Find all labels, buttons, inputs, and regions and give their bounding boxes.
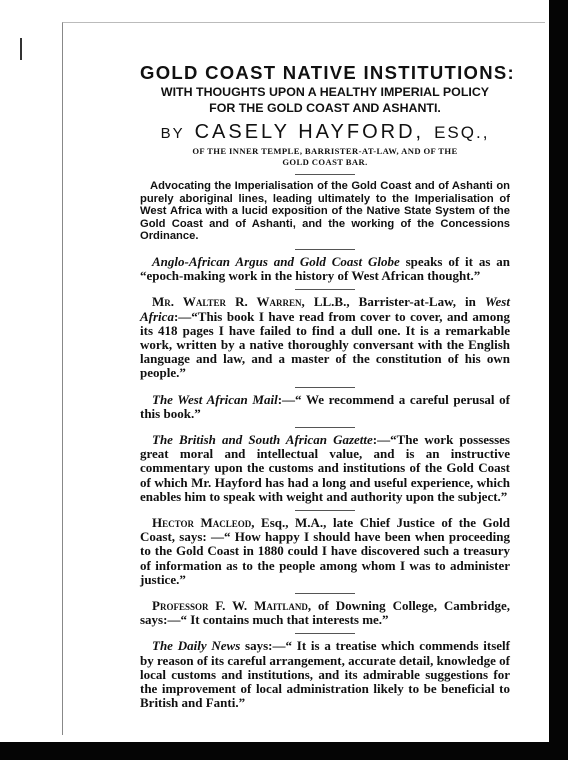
review-paragraph [140, 599, 510, 627]
divider [295, 387, 355, 388]
margin-mark [20, 38, 22, 60]
divider [295, 249, 355, 250]
review-source: The British and South African Gazette [152, 432, 373, 447]
advocacy-text: Advocating the Imperialisation of the Gold Coast and of Ashanti on purely aboriginal lines, leading ultimately to the Imperialisation of West Africa with a lucid exposition of the Native State System of the Gold Coast and of Ashanti, and the working of the Concessions Ordinance. [140, 180, 510, 243]
subtitle-line-2: FOR THE GOLD COAST AND ASHANTI. [209, 101, 441, 115]
review-source: Professor F. W. Maitland, [152, 598, 312, 614]
review-source-publication: West Africa [140, 294, 510, 324]
document-page [140, 62, 516, 711]
review-text: Esq., M.A., late Chief Justice of the Gold Coast, says: —“ How happy I should have been when proceeding to the Gold Coast in 1880 could I have discovered such a treasury of information as to the people among whom I was to administer justice.” [140, 515, 511, 587]
divider [295, 427, 355, 428]
review-paragraph [140, 393, 510, 421]
divider [295, 510, 355, 511]
divider [295, 174, 355, 175]
author-name: CASELY HAYFORD, [194, 121, 425, 143]
scan-edge-right [549, 0, 568, 742]
divider [295, 593, 355, 594]
author-suffix: ESQ., [434, 123, 490, 142]
review-text: says:—“ It is a treatise which commends itself by reason of its careful arrangement, accurate detail, knowledge of local customs and institutions, and its admirable suggestions for the improvement of local administration likely to be beneficial to British and Fanti.” [140, 638, 510, 711]
review-paragraph [140, 255, 510, 283]
review-source: The West African Mail [152, 391, 278, 407]
advocacy-paragraph [140, 180, 510, 243]
author-byline [140, 120, 510, 146]
subtitle-line-1: WITH THOUGHTS UPON A HEALTHY IMPERIAL POLICY [160, 85, 490, 99]
review-paragraph [140, 516, 510, 587]
divider [295, 289, 355, 290]
review-text-continued: :—“This book I have read from cover to cover, and among its 418 pages I have failed to find a dull one. It is a remarkable work, written by a native thoroughly conversant with the English language and law, and a master of the constitution of his own people.” [140, 308, 510, 381]
review-paragraph [140, 433, 510, 504]
divider [295, 633, 355, 634]
review-source: Hector Macleod, [152, 515, 255, 531]
review-source: The Daily News [152, 638, 241, 654]
review-text: Barrister-at-Law, in [349, 294, 485, 310]
review-paragraph [140, 639, 510, 710]
review-text: of Downing College, Cambridge, says:—“ It contains much that interests me.” [140, 598, 510, 628]
affiliation-line-1: OF THE INNER TEMPLE, BARRISTER-AT-LAW, AND OF THE [192, 146, 458, 156]
scan-edge-bottom [0, 742, 568, 760]
review-source: Anglo-African Argus and Gold Coast Globe [152, 253, 400, 269]
review-text: speaks of it as an “epoch-making work in the history of West African thought.” [140, 253, 510, 284]
review-text: :—“The work possesses great moral and intellectual value, and is an instructive commentary upon the customs and institutions of the Gold Coast of which Mr. Hayford has had a long and useful experience, which enables him to speak with weight and authority upon the subject.” [140, 432, 510, 504]
review-source: Mr. Walter R. Warren, LL.B., [152, 294, 350, 310]
review-paragraph [140, 295, 510, 380]
affiliation-line-2: GOLD COAST BAR. [282, 157, 368, 167]
book-title: GOLD COAST NATIVE INSTITUTIONS: [140, 62, 516, 83]
review-text: :—“ We recommend a careful perusal of this book.” [140, 391, 510, 421]
byline-by: BY [160, 125, 185, 142]
